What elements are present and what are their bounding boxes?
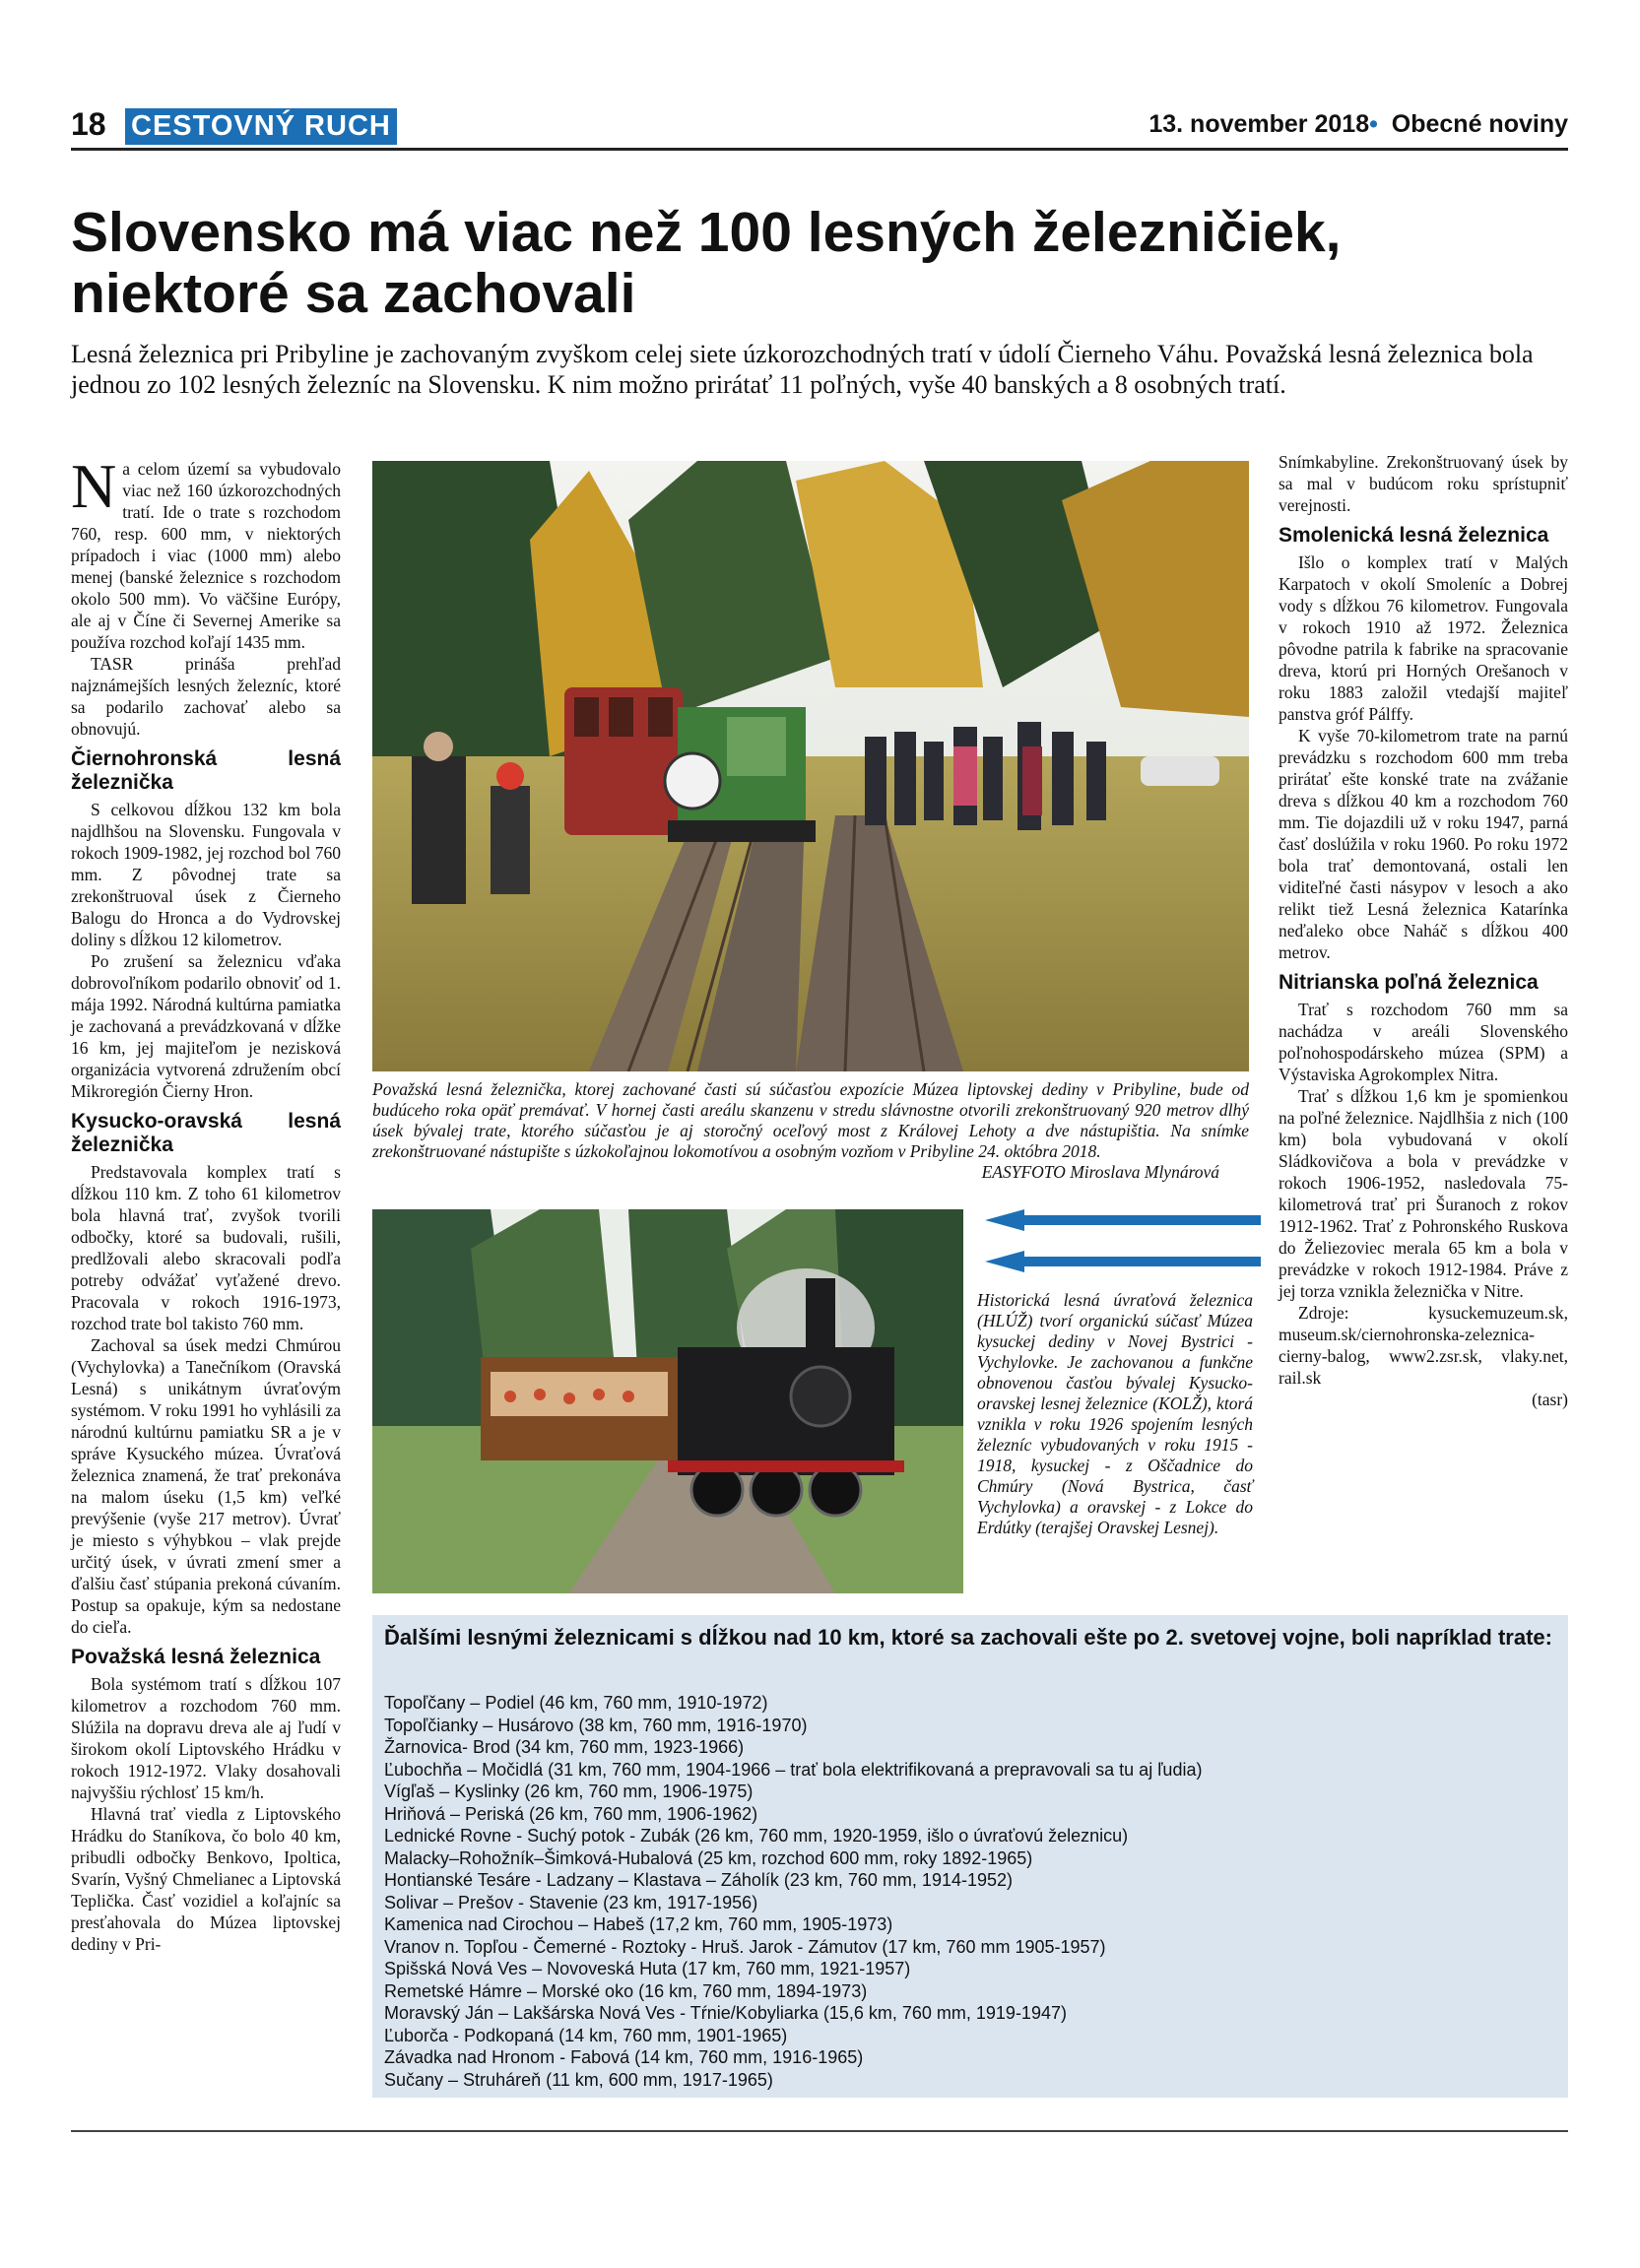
paragraph: Trať s rozchodom 760 mm sa nachádza v areáli Slovenského poľnohospodárskeho múzea (SPM) a Výstaviska Agrokomplex Nitra.: [1279, 1000, 1568, 1084]
photo-steam-locomotive: [372, 1209, 963, 1593]
article-lead: Lesná železnica pri Pribyline je zachovaným zvyškom celej siete úzkorozchodných tratí v údolí Čierneho Váhu. Považská lesná železnica bola jednou zo 102 lesných železníc na Slovensku. K nim možno prirátať 11 poľných, vyše 40 banských a 8 osobných tratí.: [71, 340, 1534, 399]
subheading-smolenicka: Smolenická lesná železnica: [1279, 524, 1549, 547]
page-header: [71, 106, 1568, 150]
list-item: Hontianské Tesáre - Ladzany – Klastava – Záholík (23 km, 760 mm, 1914-1952): [384, 1870, 1014, 1890]
publication-name: Obecné noviny: [1391, 110, 1568, 138]
list-item: Kamenica nad Cirochou – Habeš (17,2 km, 760 mm, 1905-1973): [384, 1914, 893, 1934]
page-number: 18: [71, 106, 106, 142]
caption-text: Považská lesná železnička, ktorej zachované časti sú súčasťou expozície Múzea liptovskej dediny v Pribyline, bude od budúceho roka opäť premávať. V hornej časti areálu skanzenu v stredu slávnostne otvorili zrekonštruovaný 920 metrov dlhý úsek bývalej trate, ktorého súčasťou je aj storočný oceľový most z Královej Lehoty a dve nástupištia. Na snímke zrekonštruované nástupište s úzkokoľajnou lokomotívou a osobným vozňom v Pribyline 24. októbra 2018.: [372, 1079, 1249, 1161]
left-column: [71, 451, 341, 1955]
subheading-nitrianska: Nitrianska poľná železnica: [1279, 971, 1539, 994]
section-label: CESTOVNÝ RUCH: [125, 108, 397, 145]
list-item: Ľuborča - Podkopaná (14 km, 760 mm, 1901-1965): [384, 2025, 788, 2045]
issue-info: [1148, 110, 1568, 139]
list-item: Solivar – Prešov - Stavenie (23 km, 1917-1956): [384, 1892, 758, 1912]
list-item: Ľubochňa – Močidlá (31 km, 760 mm, 1904-1966 – trať bola elektrifikovaná a prepravovali sa tu aj ľudia): [384, 1759, 1203, 1780]
list-item: Moravský Ján – Lakšárska Nová Ves - Tŕnie/Kobyliarka (15,6 km, 760 mm, 1919-1947): [384, 2003, 1067, 2023]
paragraph: TASR prináša prehľad najznámejších lesných železníc, ktoré sa podarilo zachovať alebo sa obnovujú.: [71, 654, 341, 739]
list-item: Hriňová – Periská (26 km, 760 mm, 1906-1962): [384, 1803, 758, 1824]
decorative-arrows-icon: [985, 1209, 1261, 1278]
railway-list: [384, 1692, 1556, 2091]
list-item: Topoľčany – Podiel (46 km, 760 mm, 1910-1972): [384, 1693, 768, 1713]
paragraph: Snímkabyline. Zrekonštruovaný úsek by sa mal v budúcom roku sprístupniť verejnosti.: [1279, 452, 1568, 515]
list-item: Spišská Nová Ves – Novoveská Huta (17 km, 760 mm, 1921-1957): [384, 1959, 911, 1978]
list-item: Vranov n. Topľou - Čemerné - Roztoky - Hruš. Jarok - Zámutov (17 km, 760 mm 1905-1957): [384, 1936, 1106, 1957]
header-divider: [71, 148, 1568, 151]
list-item: Závadka nad Hronom - Fabová (14 km, 760 mm, 1916-1965): [384, 2047, 864, 2067]
paragraph: Po zrušení sa železnicu vďaka dobrovoľníkom podarilo obnoviť od 1. mája 1992. Národná kultúrna pamiatka je zachovaná a prevádzkovaná v dĺžke 16 km, jej majiteľom je nezisková organizácia vytvorená združením obcí Mikroregión Čierny Hron.: [71, 951, 341, 1101]
sources-paragraph: Zdroje: kysuckemuzeum.sk, museum.sk/ciernohronska-zeleznica-cierny-balog, www2.zsr.sk, vlaky.net, rail.sk: [1279, 1303, 1568, 1388]
list-item: Žarnovica- Brod (34 km, 760 mm, 1923-1966): [384, 1737, 745, 1757]
drop-cap: N: [71, 451, 117, 521]
right-column: [1279, 451, 1568, 1410]
paragraph: S celkovou dĺžkou 132 km bola najdlhšou na Slovensku. Fungovala v rokoch 1909-1982, jej rozchod bol 760 mm. Z pôvodnej trate sa zrekonštruoval úsek z Čierneho Balogu do Hronca a do Vydrovskej doliny s dĺžkou 12 kilometrov.: [71, 800, 341, 949]
subheading-povazska: Považská lesná železnica: [71, 1646, 321, 1668]
photo-caption-2: Historická lesná úvraťová železnica (HLÚŽ) tvorí organickú súčasť Múzea kysuckej dediny v Novej Bystrici - Vychylovke. Je zachovanou a funkčne obnovenou časťou bývalej Kysucko-oravskej lesnej železnice (KOLŽ), ktorá vznikla v roku 1926 spojením lesných železníc vybudovaných v roku 1915 - 1918, kysuckej - z Oščadnice do Chmúry (Nová Bystrica, časť Vychylovka) a oravskej - z Lokce do Erdútky (terajšej Oravskej Lesnej).: [977, 1290, 1253, 1537]
paragraph: Trať s dĺžkou 1,6 km je spomienkou na poľné železnice. Najdlhšia z nich (100 km) bola vybudovaná v okolí Sládkovičova a bola v prevádzke v rokoch 1906-1952, nasledovala 75-kilometrová trať pri Šuranoch z rokov 1912-1962. Trať z Pohronského Ruskova do Želiezoviec merala 65 km a bola v prevádzke v rokoch 1912-1984. Práve z jej torza vznikla železnička v Nitre.: [1279, 1086, 1568, 1301]
agency-credit: (tasr): [1532, 1390, 1568, 1409]
paragraph: Išlo o komplex tratí v Malých Karpatoch v okolí Smoleníc a Dobrej vody s dĺžkou 76 kilometrov. Fungovala v rokoch 1910 až 1972. Železnica pôvodne patrila k fabrike na spracovanie dreva, ktorú pri Horných Orešanoch v roku 1883 založil vtedajší majiteľ panstva gróf Pálffy.: [1279, 552, 1568, 724]
list-item: Remetské Hámre – Morské oko (16 km, 760 mm, 1894-1973): [384, 1980, 868, 2001]
list-item: Vígľaš – Kyslinky (26 km, 760 mm, 1906-1975): [384, 1782, 754, 1801]
list-item: Malacky–Rohožník–Šimková-Hubalová (25 km, rozchod 600 mm, roky 1892-1965): [384, 1847, 1033, 1868]
list-item: Sučany – Struháreň (11 km, 600 mm, 1917-1965): [384, 2069, 773, 2090]
info-box-title: Ďalšími lesnými železnicami s dĺžkou nad 10 km, ktoré sa zachovali ešte po 2. svetovej vojne, boli napríklad trate:: [384, 1625, 1552, 1650]
info-box: [372, 1615, 1568, 2098]
subheading-kysucko-oravska: Kysucko-oravská lesná železnička: [71, 1110, 341, 1156]
issue-date: 13. november 2018: [1148, 110, 1370, 138]
paragraph: Hlavná trať viedla z Liptovského Hrádku do Staníkova, čo bolo 40 km, pribudli odbočky Benkovo, Ipoltica, Svarín, Vyšný Chmelianec a Liptovská Teplička. Časť vozidiel a koľajníc sa presťahovala do Múzea liptovskej dediny v Pri-: [71, 1804, 341, 1954]
intro-text: a celom území sa vybudovalo viac než 160 úzkorozchodných tratí. Ide o trate s rozchodom 760, resp. 600 mm, v niektorých prípadoch i viac (1000 mm) alebo menej (banské železnice s rozchodom okolo 500 mm). Vo väčšine Európy, ale aj v Číne či Severnej Amerike sa používa rozchod koľají 1435 mm.: [71, 459, 341, 652]
photo-pribylina-train: [372, 461, 1249, 1071]
list-item: Topoľčianky – Husárovo (38 km, 760 mm, 1916-1970): [384, 1715, 808, 1735]
separator-dot: •: [1369, 110, 1378, 138]
intro-paragraph: [71, 451, 341, 653]
photo-credit: EASYFOTO Miroslava Mlynárová: [981, 1162, 1219, 1182]
list-item: Lednické Rovne - Suchý potok - Zubák (26 km, 760 mm, 1920-1959, išlo o úvraťovú železnicu): [384, 1826, 1129, 1846]
paragraph: Zachoval sa úsek medzi Chmúrou (Vychylovka) a Tanečníkom (Oravská Lesná) s unikátnym úvraťovým systémom. V roku 1991 ho vyhlásili za národnú kultúrnu pamiatku SR a je v správe Kysuckého múzea. Úvraťová železnica znamená, že trať prekonáva na malom úseku (1,5 km) veľké prevýšenie (vyše 217 metrov). Úvrať je miesto s výhybkou – vlak prejde určitý úsek, v úvrati zmení smer a ďalšiu časť stúpania prekoná cúvaním. Postup sa opakuje, kým sa nedostane do cieľa.: [71, 1335, 341, 1637]
paragraph: Bola systémom tratí s dĺžkou 107 kilometrov a rozchodom 760 mm. Slúžila na dopravu dreva ale aj ľudí v širokom okolí Liptovského Hrádku v rokoch 1912-1972. Vlaky dosahovali najvyššiu rýchlosť 15 km/h.: [71, 1674, 341, 1802]
paragraph: K vyše 70-kilometrom trate na parnú prevádzku s rozchodom 600 mm treba prirátať ešte konské trate na zvážanie dreva s dĺžkou 40 km a rozchodom 760 mm. Tie dojazdili už v roku 1947, parná časť doslúžila v roku 1960. Po roku 1972 bola trať demontovaná, ostali len viditeľné časti násypov v lesoch a ako relikt tiež Lesná železnica Katarínka neďaleko obce Naháč s dĺžkou 400 metrov.: [1279, 726, 1568, 962]
paragraph: Predstavovala komplex tratí s dĺžkou 110 km. Z toho 61 kilometrov bola hlavná trať, zvyšok tvorili odbočky, ktoré sa budovali, rušili, predlžovali alebo skracovali podľa potreby odvážať vyťažené drevo. Pracovala v rokoch 1916-1973, rozchod trate bol takisto 760 mm.: [71, 1162, 341, 1333]
footer-divider: [71, 2130, 1568, 2132]
photo-caption-1: [372, 1079, 1249, 1183]
article-headline: Slovensko má viac než 100 lesných železničiek, niektoré sa zachovali: [71, 201, 1342, 325]
subheading-ciernohronska: Čiernohronská lesná železnička: [71, 747, 341, 794]
